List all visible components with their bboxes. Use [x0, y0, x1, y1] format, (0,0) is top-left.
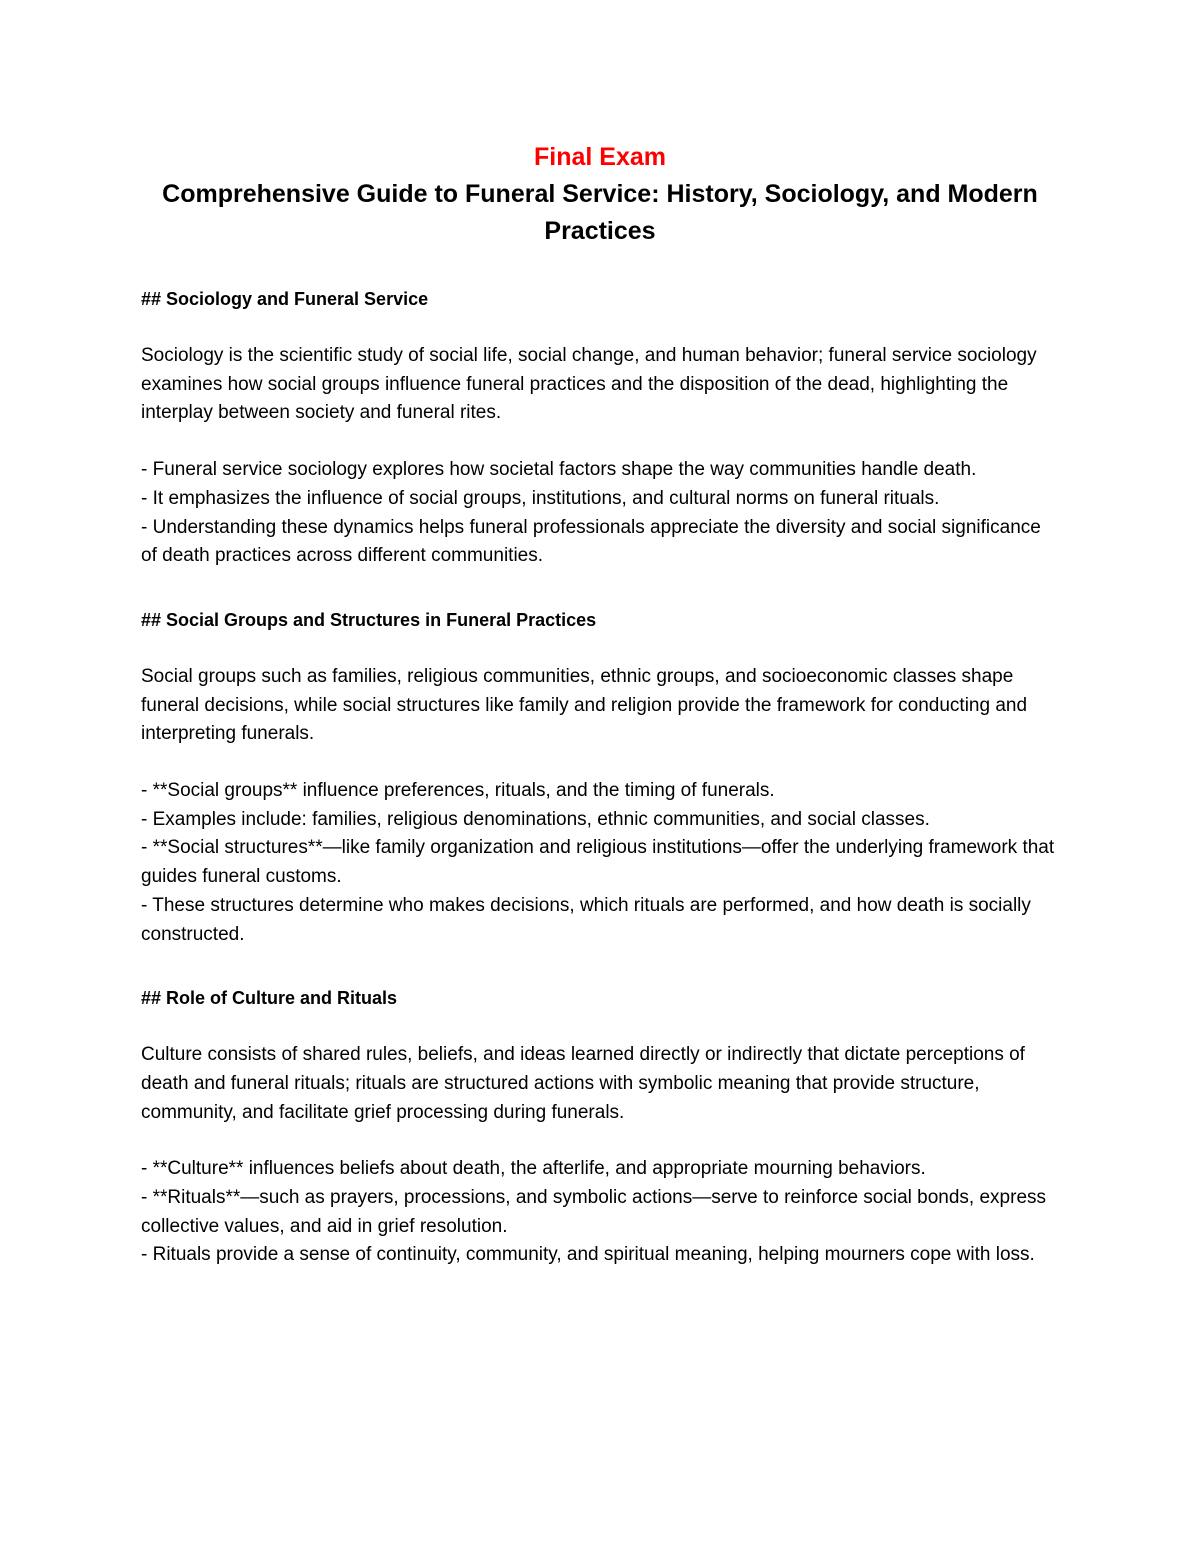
document-page: [141, 140, 1059, 1270]
bullet-item: - Rituals provide a sense of continuity, community, and spiritual meaning, helping mourners cope with loss.: [141, 1244, 1035, 1266]
section-heading: ## Social Groups and Structures in Funeral Practices: [141, 609, 597, 630]
bullet-item: - **Culture** influences beliefs about death, the afterlife, and appropriate mourning behaviors.: [141, 1158, 926, 1180]
bullet-item: - **Rituals**—such as prayers, processions, and symbolic actions—serve to reinforce social bonds, express collective values, and aid in grief resolution.: [141, 1187, 1047, 1237]
section-intro: Culture consists of shared rules, beliefs, and ideas learned directly or indirectly that dictate perceptions of death and funeral rituals; rituals are structured actions with symbolic meaning that provide structure, community, and facilitate grief processing during funerals.: [141, 1044, 1025, 1123]
bullet-item: - These structures determine who makes decisions, which rituals are performed, and how death is socially constructed.: [141, 894, 1031, 945]
bullet-list: [141, 456, 1059, 571]
exam-label: Final Exam: [534, 143, 666, 171]
bullet-list: [141, 1155, 1059, 1270]
section-culture-rituals: [141, 984, 1059, 1270]
section-intro: Social groups such as families, religious communities, ethnic groups, and socioeconomic classes shape funeral decisions, while social structures like family and religion provide the framework for conducting and interpreting funerals.: [141, 665, 1028, 745]
bullet-item: - Examples include: families, religious denominations, ethnic communities, and social classes.: [141, 808, 930, 830]
document-title: Comprehensive Guide to Funeral Service: History, Sociology, and Modern Practices: [162, 180, 1038, 245]
section-social-groups: [141, 606, 1059, 949]
bullet-item: - **Social structures**—like family organization and religious institutions—offer the underlying framework that guides funeral customs.: [141, 837, 1055, 888]
section-intro: Sociology is the scientific study of social life, social change, and human behavior; funeral service sociology examines how social groups influence funeral practices and the disposition of the dead, highlighting the interplay between society and funeral rites.: [141, 345, 1037, 424]
section-heading: ## Role of Culture and Rituals: [141, 988, 398, 1009]
bullet-list: [141, 777, 1059, 949]
bullet-item: - **Social groups** influence preferences, rituals, and the timing of funerals.: [141, 780, 775, 802]
bullet-item: - Funeral service sociology explores how societal factors shape the way communities handle death.: [141, 459, 977, 481]
section-sociology: [141, 285, 1059, 571]
bullet-item: - It emphasizes the influence of social groups, institutions, and cultural norms on funeral rituals.: [141, 487, 940, 509]
bullet-item: - Understanding these dynamics helps funeral professionals appreciate the diversity and social significance of death practices across different communities.: [141, 516, 1041, 567]
section-heading: ## Sociology and Funeral Service: [141, 289, 429, 309]
